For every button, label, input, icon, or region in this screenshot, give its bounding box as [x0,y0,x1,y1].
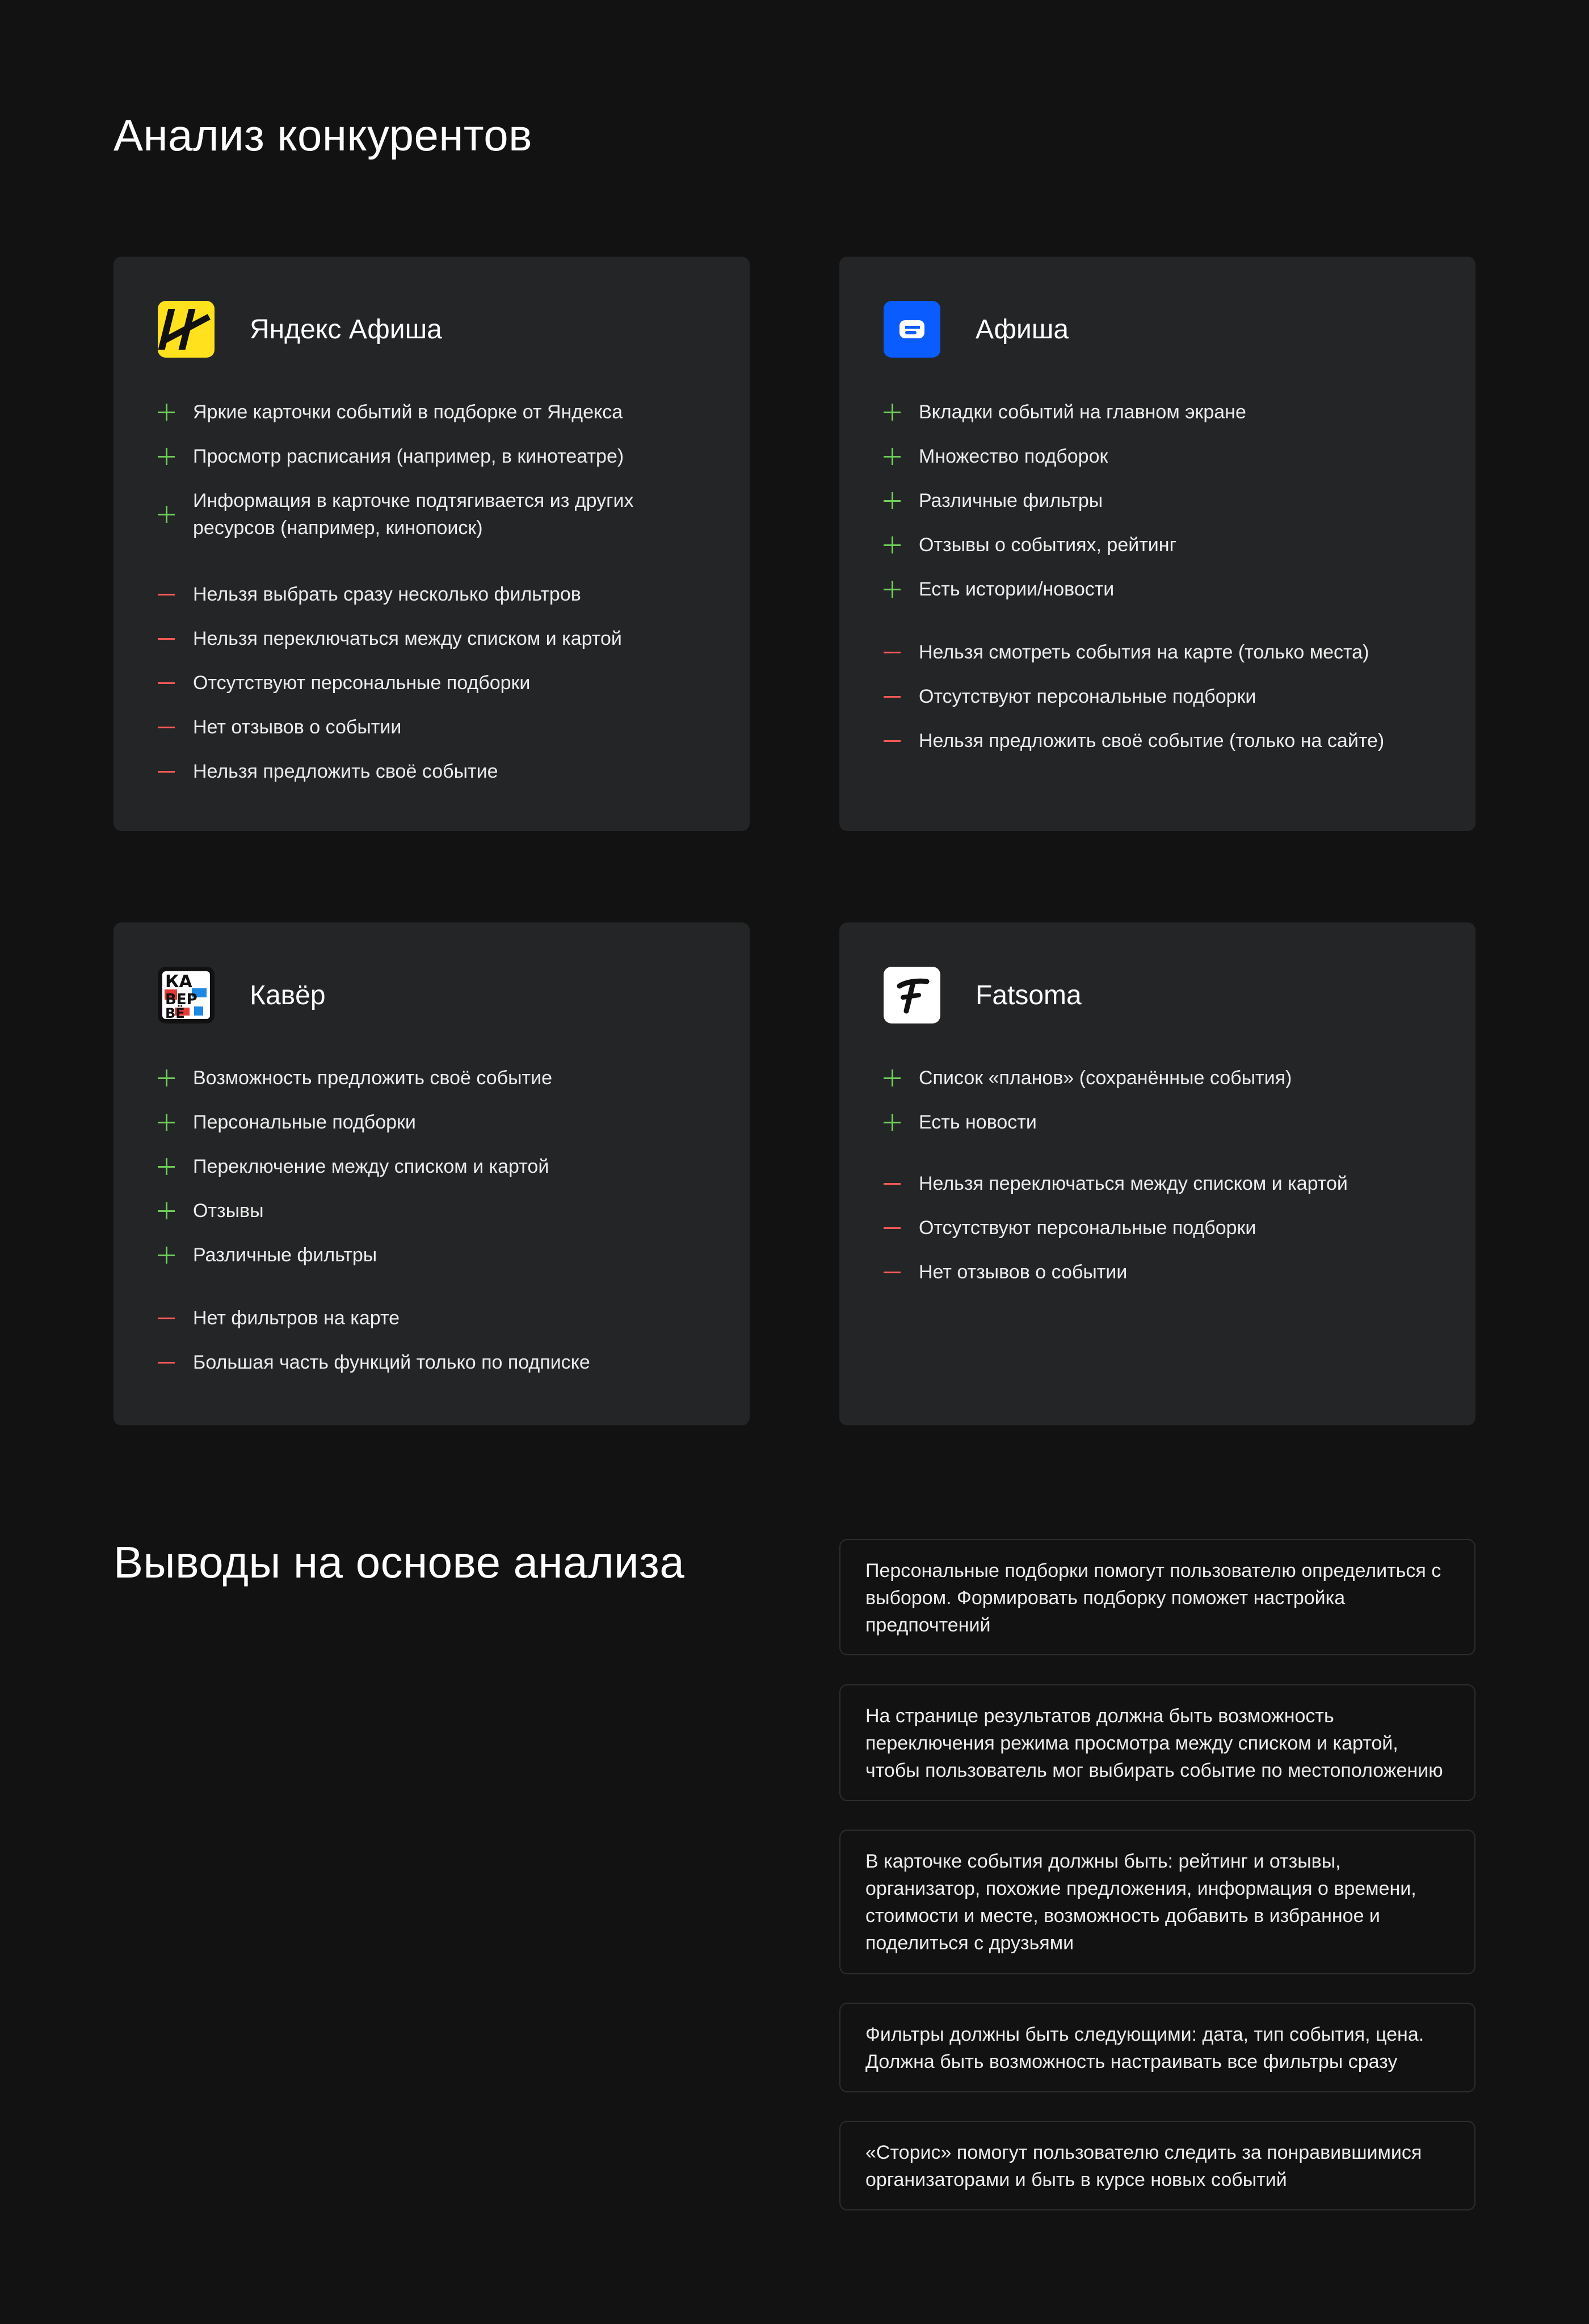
plus-icon [884,581,901,598]
con-item: Отсутствуют персональные подборки [884,1214,1441,1241]
plus-icon [158,506,175,523]
minus-icon [884,688,901,705]
pro-item: Переключение между списком и картой [158,1153,716,1180]
minus-icon [884,732,901,749]
conclusion-card [839,1830,1476,1974]
pros-list [884,398,1441,603]
pros-list [158,398,716,542]
pro-item: Вкладки событий на главном экране [884,398,1441,426]
conclusion-card [839,2003,1476,2092]
minus-icon [158,630,175,647]
cons-list [158,581,716,785]
con-item: Нет фильтров на карте [158,1304,716,1332]
pros-list [158,1064,716,1269]
pro-item: Персональные подборки [158,1109,716,1136]
card-header [158,301,442,358]
con-item: Отсутствуют персональные подборки [158,669,716,697]
plus-icon [158,404,175,421]
conclusion-card [839,2121,1476,2210]
plus-icon [884,1114,901,1131]
conclusion-text: Фильтры должны быть следующими: дата, тип события, цена. Должна быть возможность настраивать все фильтры сразу [865,2024,1424,2073]
con-item: Нет отзывов о событии [158,714,716,741]
cons-list [884,639,1441,754]
pro-item: Различные фильтры [884,487,1441,514]
plus-icon [884,492,901,509]
plus-icon [884,448,901,465]
competitor-name: Афиша [976,314,1069,345]
pro-item: Просмотр расписания (например, в кинотеатре) [158,443,716,470]
card-header [158,967,326,1023]
cons-list [158,1304,716,1376]
minus-icon [158,586,175,603]
competitor-card-yandex-afisha [114,257,750,831]
cons-list [884,1170,1441,1286]
con-item: Нельзя переключаться между списком и картой [158,625,716,652]
fatsoma-logo-icon [884,967,940,1023]
conclusion-text: «Сторис» помогут пользователю следить за понравившимися организаторами и быть в курсе новых событий [865,2142,1422,2191]
competitor-name: Fatsoma [976,980,1082,1010]
pro-item: Множество подборок [884,443,1441,470]
minus-icon [158,1354,175,1371]
minus-icon [884,1264,901,1281]
card-header [884,301,1069,358]
pro-item: Различные фильтры [158,1241,716,1269]
con-item: Нельзя предложить своё событие [158,758,716,785]
competitor-name: Кавёр [250,980,326,1010]
minus-icon [158,719,175,736]
conclusions-title: Выводы на основе анализа [114,1537,685,1587]
plus-icon [884,1069,901,1087]
plus-icon [158,1114,175,1131]
plus-icon [158,1158,175,1175]
pro-item: Отзывы о событиях, рейтинг [884,531,1441,559]
competitor-card-afisha [839,257,1476,831]
pro-item: Яркие карточки событий в подборке от Яндекса [158,398,716,426]
conclusion-text: В карточке события должны быть: рейтинг и отзывы, организатор, похожие предложения, информация о времени, стоимости и месте, возможность добавить в избранное и поделиться с друзьями [865,1851,1416,1954]
con-item: Нельзя выбрать сразу несколько фильтров [158,581,716,608]
afisha-logo-icon [884,301,940,358]
competitor-card-fatsoma [839,922,1476,1425]
svg-text:ВЕР: ВЕР [165,991,197,1008]
con-item: Отсутствуют персональные подборки [884,683,1441,710]
plus-icon [158,1069,175,1087]
conclusion-card [839,1684,1476,1801]
pro-item: Отзывы [158,1197,716,1224]
pro-item: Список «планов» (сохранённые события) [884,1064,1441,1092]
pro-item: Есть истории/новости [884,576,1441,603]
plus-icon [158,1247,175,1264]
pro-item: Есть новости [884,1109,1441,1136]
conclusion-card [839,1539,1476,1655]
pros-list [884,1064,1441,1136]
yandex-afisha-logo-icon [158,301,215,358]
card-header [884,967,1082,1023]
svg-text:ВЁ: ВЁ [165,1005,185,1021]
con-item: Большая часть функций только по подписке [158,1349,716,1376]
plus-icon [158,1202,175,1219]
minus-icon [158,1310,175,1327]
minus-icon [884,1175,901,1192]
svg-text:КА: КА [165,972,192,992]
minus-icon [158,674,175,691]
con-item: Нельзя предложить своё событие (только на сайте) [884,727,1441,754]
plus-icon [884,404,901,421]
competitor-name: Яндекс Афиша [250,314,442,345]
plus-icon [884,536,901,553]
pro-item: Возможность предложить своё событие [158,1064,716,1092]
kaver-logo-icon [158,967,215,1023]
con-item: Нельзя смотреть события на карте (только места) [884,639,1441,666]
plus-icon [158,448,175,465]
minus-icon [884,1219,901,1236]
minus-icon [158,763,175,780]
pro-item: Информация в карточке подтягивается из других ресурсов (например, кинопоиск) [158,487,703,542]
minus-icon [884,644,901,661]
conclusion-text: Персональные подборки помогут пользователю определиться с выбором. Формировать подборку поможет настройка предпочтений [865,1560,1441,1636]
con-item: Нельзя переключаться между списком и картой [884,1170,1441,1197]
competitor-card-kaver [114,922,750,1425]
conclusion-text: На странице результатов должна быть возможность переключения режима просмотра между списком и картой, чтобы пользователь мог выбирать событие по местоположению [865,1705,1443,1781]
page-title: Анализ конкурентов [114,110,533,160]
con-item: Нет отзывов о событии [884,1259,1441,1286]
